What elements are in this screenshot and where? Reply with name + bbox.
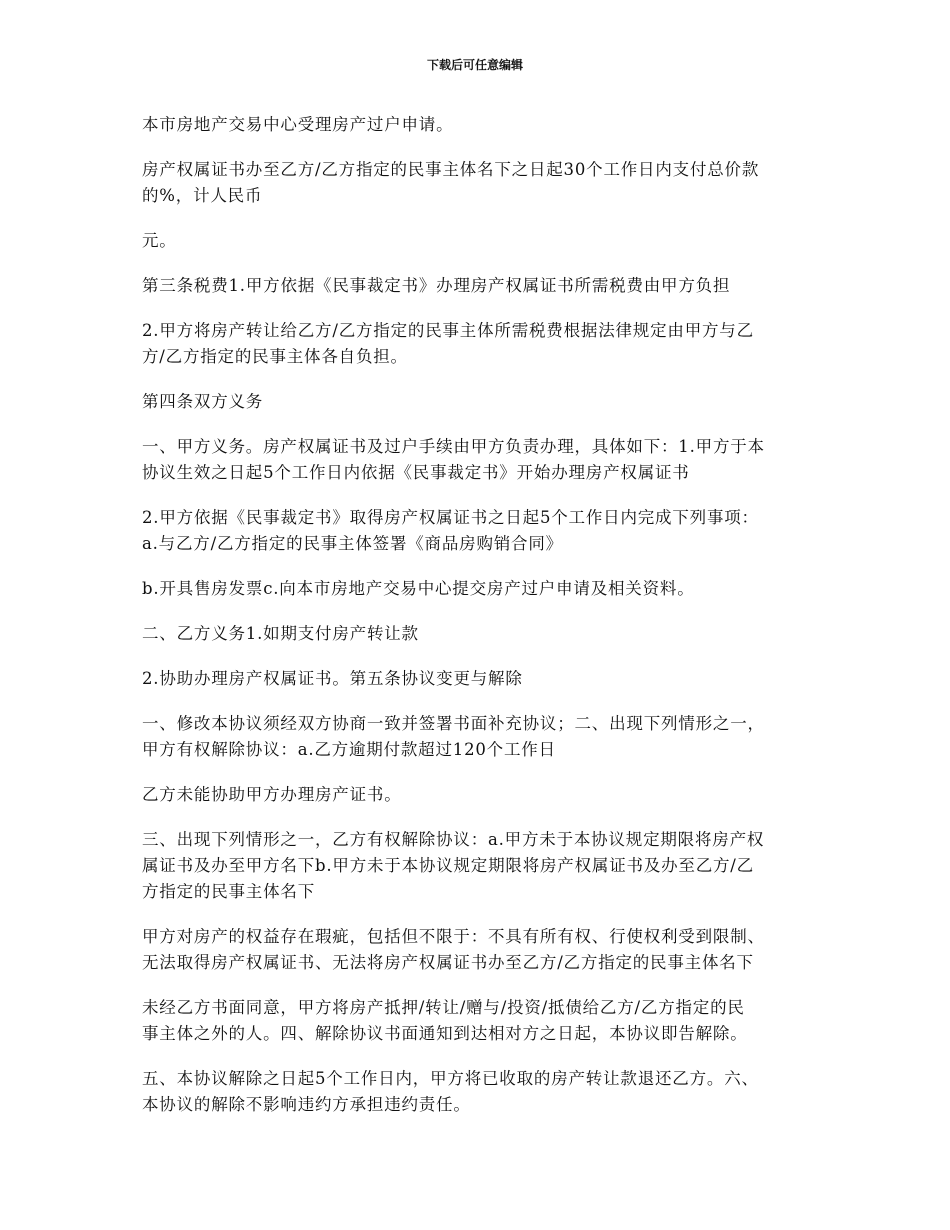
paragraph-10: 二、乙方义务1.如期支付房产转让款 [142, 624, 419, 643]
paragraph-2: 房产权属证书办至乙方/乙方指定的民事主体名下之日起30个工作日内支付总价款 的%，计人民币 [142, 160, 760, 205]
paragraph-13: 乙方未能协助甲方办理房产证书。 [142, 785, 402, 804]
paragraph-16: 未经乙方书面同意，甲方将房产抵押/转让/赠与/投资/抵债给乙方/乙方指定的民 事主体之外的人。四、解除协议书面通知到达相对方之日起，本协议即告解除。 [142, 998, 748, 1043]
paragraph-3: 元。 [142, 231, 177, 250]
paragraph-5: 2.甲方将房产转让给乙方/乙方指定的民事主体所需税费根据法律规定由甲方与乙 方/乙方指定的民事主体各自负担。 [142, 321, 754, 366]
document-body [142, 112, 818, 1137]
paragraph-4: 第三条税费1.甲方依据《民事裁定书》办理房产权属证书所需税费由甲方负担 [142, 276, 731, 295]
paragraph-11: 2.协助办理房产权属证书。第五条协议变更与解除 [142, 669, 523, 688]
paragraph-6: 第四条双方义务 [142, 392, 264, 411]
paragraph-15: 甲方对房产的权益存在瑕疵，包括但不限于：不具有所有权、行使权利受到限制、 无法取得房产权属证书、无法将房产权属证书办至乙方/乙方指定的民事主体名下 [142, 927, 765, 972]
paragraph-14: 三、出现下列情形之一，乙方有权解除协议：a.甲方未于本协议规定期限将房产权 属证书及办至甲方名下b.甲方未于本协议规定期限将房产权属证书及办至乙方/乙 方指定的民事主体名下 [142, 830, 765, 901]
paragraph-17: 五、本协议解除之日起5个工作日内，甲方将已收取的房产转让款退还乙方。六、 本协议的解除不影响违约方承担违约责任。 [142, 1069, 759, 1114]
paragraph-9: b.开具售房发票c.向本市房地产交易中心提交房产过户申请及相关资料。 [142, 579, 695, 598]
paragraph-12: 一、修改本协议须经双方协商一致并签署书面补充协议；二、出现下列情形之一， 甲方有权解除协议：a.乙方逾期付款超过120个工作日 [142, 714, 765, 759]
paragraph-8: 2.甲方依据《民事裁定书》取得房产权属证书之日起5个工作日内完成下列事项： a.与乙方/乙方指定的民事主体签署《商品房购销合同》 [142, 508, 759, 553]
paragraph-1: 本市房地产交易中心受理房产过户申请。 [142, 115, 454, 134]
paragraph-7: 一、甲方义务。房产权属证书及过户手续由甲方负责办理，具体如下：1.甲方于本 协议生效之日起5个工作日内依据《民事裁定书》开始办理房产权属证书 [142, 437, 765, 482]
page-header: 下载后可任意编辑 [426, 58, 523, 72]
